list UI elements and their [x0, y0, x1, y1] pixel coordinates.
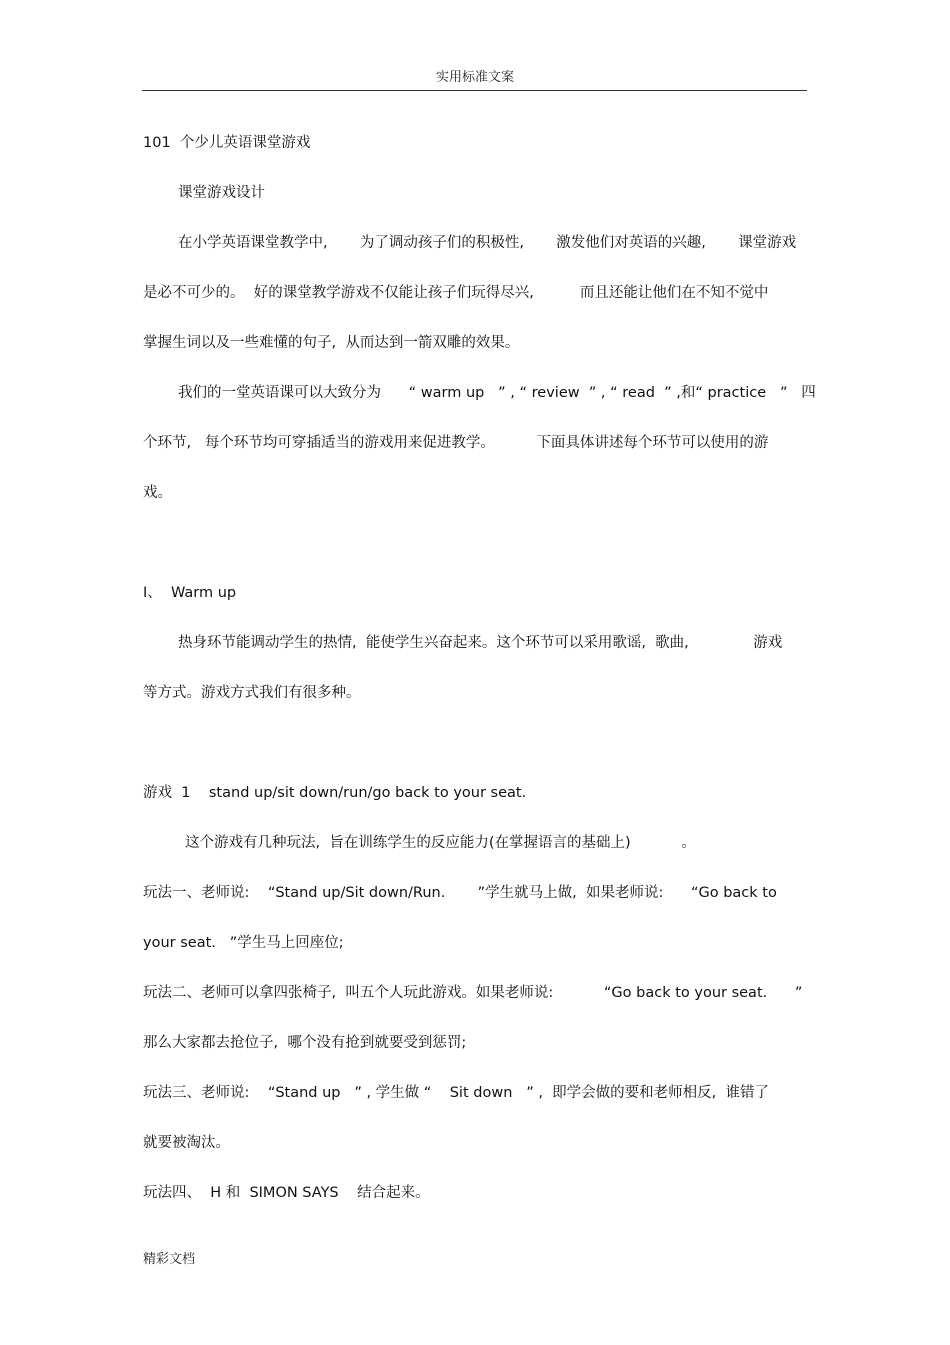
paragraph-line: 那么大家都去抢位子, 哪个没有抢到就要受到惩罚;: [143, 1035, 467, 1051]
paragraph-line: 玩法三、老师说: “Stand up ” , 学生做 “ Sit down ” , 即学会做的要和老师相反, 谁错了: [143, 1085, 769, 1101]
paragraph-line: 掌握生词以及一些难懂的句子, 从而达到一箭双雕的效果。: [143, 335, 520, 351]
paragraph-line: 在小学英语课堂教学中, 为了调动孩子们的积极性, 激发他们对英语的兴趣, 课堂游戏: [178, 235, 797, 251]
paragraph-line: 个环节, 每个环节均可穿插适当的游戏用来促进教学。 下面具体讲述每个环节可以使用的游: [143, 435, 769, 451]
game-heading: 游戏 1 stand up/sit down/run/go back to your seat.: [143, 785, 527, 801]
paragraph-line: 玩法四、 H 和 SIMON SAYS 结合起来。: [143, 1185, 430, 1201]
paragraph-line: 就要被淘汰。: [143, 1135, 230, 1151]
paragraph-line: 玩法一、老师说: “Stand up/Sit down/Run. ”学生就马上做, 如果老师说: “Go back to: [143, 885, 777, 901]
paragraph-line: 是必不可少的。 好的课堂教学游戏不仅能让孩子们玩得尽兴, 而且还能让他们在不知不觉中: [143, 285, 769, 301]
page-header: 实用标准文案: [435, 70, 514, 85]
paragraph-line: your seat. ”学生马上回座位;: [143, 935, 344, 951]
paragraph-line: 戏。: [143, 485, 172, 501]
paragraph-line: 这个游戏有几种玩法, 旨在训练学生的反应能力(在掌握语言的基础上) 。: [185, 835, 696, 851]
section-heading: Ⅰ、 Warm up: [143, 585, 237, 601]
paragraph-line: 我们的一堂英语课可以大致分为 “ warm up ” , “ review ” , “ read ” ,和“ practice ” 四: [178, 385, 816, 401]
header-rule: [142, 90, 807, 91]
paragraph-line: 热身环节能调动学生的热情, 能使学生兴奋起来。这个环节可以采用歌谣, 歌曲, 游戏: [178, 635, 783, 651]
document-title: 101 个少儿英语课堂游戏: [143, 135, 311, 151]
paragraph-line: 等方式。游戏方式我们有很多种。: [143, 685, 361, 701]
page-footer: 精彩文档: [143, 1252, 196, 1267]
section-heading: 课堂游戏设计: [178, 185, 265, 201]
paragraph-line: 玩法二、老师可以拿四张椅子, 叫五个人玩此游戏。如果老师说: “Go back to your seat. ”: [143, 985, 803, 1001]
